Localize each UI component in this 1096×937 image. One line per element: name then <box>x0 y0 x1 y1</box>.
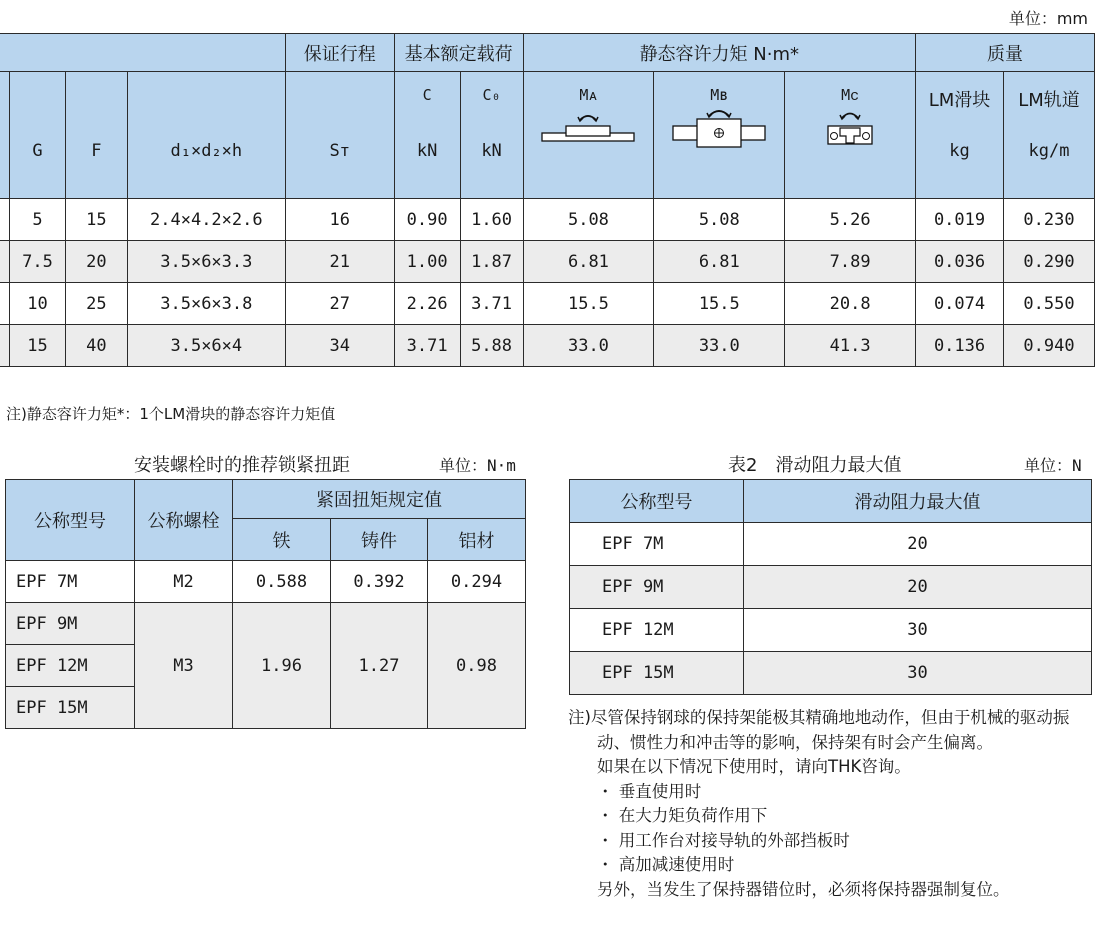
note-bullet: ・ 在大力矩负荷作用下 <box>597 806 768 825</box>
cell-model: EPF 15M <box>570 652 744 695</box>
table-row <box>0 325 1095 367</box>
torque-table-unit: 单位：N·m <box>439 456 516 475</box>
header-iron: 铁 <box>233 519 331 561</box>
spec-group-header-row <box>0 34 1095 72</box>
cell-f: 20 <box>65 241 127 283</box>
header-block: LM滑块 <box>928 90 991 111</box>
cell-g: 15 <box>9 325 65 367</box>
header-stroke: 保证行程 <box>285 34 394 72</box>
static-moment-note: 注)静态容许力矩*：1个LM滑块的静态容许力矩值 <box>6 405 336 423</box>
cell-st: 16 <box>285 199 394 241</box>
cell-c0: 5.88 <box>460 325 523 367</box>
cell-bolt: M3 <box>135 603 233 729</box>
table-row <box>6 603 526 645</box>
cell-dims: 3.5×6×4 <box>127 325 285 367</box>
resist-table-unit: 单位：N <box>1024 456 1082 475</box>
cell-model: EPF 7M <box>6 561 135 603</box>
cell-block: 0.019 <box>916 199 1004 241</box>
moment-ma-diagram <box>538 106 638 146</box>
cell-iron: 0.588 <box>233 561 331 603</box>
header-model: 公称型号 <box>6 480 135 561</box>
header-f: F <box>91 141 102 161</box>
table-row <box>570 566 1092 609</box>
table-row <box>6 561 526 603</box>
header-ma: Mᴀ <box>579 86 598 104</box>
moment-mc-diagram <box>820 106 880 150</box>
header-mass: 质量 <box>916 34 1095 72</box>
torque-table-caption: 安装螺栓时的推荐锁紧扭距 <box>134 455 350 476</box>
header-static-moment: 静态容许力矩 N·m* <box>523 34 916 72</box>
cell-mc: 5.26 <box>785 199 916 241</box>
cell-model: EPF 7M <box>570 523 744 566</box>
header-mc: Mᴄ <box>841 86 860 104</box>
note-bullet: ・ 用工作台对接导轨的外部挡板时 <box>597 830 850 850</box>
table-row <box>0 199 1095 241</box>
cell-rail: 0.940 <box>1004 325 1095 367</box>
header-rated-load: 基本额定载荷 <box>394 34 523 72</box>
table-row <box>0 241 1095 283</box>
header-dims: d₁×d₂×h <box>170 141 243 161</box>
cell-model: EPF 12M <box>570 609 744 652</box>
cell-ma: 15.5 <box>523 283 654 325</box>
header-aluminum: 铝材 <box>428 519 526 561</box>
unit-block: kg <box>949 141 970 161</box>
cell-g: 10 <box>9 283 65 325</box>
cell-mc: 41.3 <box>785 325 916 367</box>
cell-mb: 6.81 <box>654 241 785 283</box>
table-row <box>570 523 1092 566</box>
header-rail: LM轨道 <box>1018 90 1080 111</box>
note-bullet: ・ 高加减速使用时 <box>597 855 735 874</box>
cell-f: 15 <box>65 199 127 241</box>
unit-rail: kg/m <box>1028 141 1070 161</box>
cell-f: 40 <box>65 325 127 367</box>
cell-rail: 0.550 <box>1004 283 1095 325</box>
header-st: Sᴛ <box>329 141 350 161</box>
cell-c: 3.71 <box>394 325 460 367</box>
cell-model: EPF 9M <box>6 603 135 645</box>
cell-c0: 1.60 <box>460 199 523 241</box>
retainer-note <box>568 706 1094 902</box>
cell-block: 0.036 <box>916 241 1004 283</box>
cell-c: 0.90 <box>394 199 460 241</box>
cell-ma: 33.0 <box>523 325 654 367</box>
cell-block: 0.074 <box>916 283 1004 325</box>
unit-c: kN <box>416 141 438 161</box>
cell-mc: 7.89 <box>785 241 916 283</box>
header-bolt: 公称螺栓 <box>135 480 233 561</box>
header-c0: C₀ <box>482 86 501 104</box>
cell-ma: 6.81 <box>523 241 654 283</box>
unit-c0: kN <box>481 141 502 161</box>
cell-cast: 1.27 <box>331 603 428 729</box>
unit-label-top: 单位：mm <box>1008 9 1088 28</box>
cell-iron: 1.96 <box>233 603 331 729</box>
note-bullet: ・ 垂直使用时 <box>597 781 702 801</box>
cell-value: 30 <box>744 609 1092 652</box>
table-row <box>0 283 1095 325</box>
cell-st: 27 <box>285 283 394 325</box>
header-g: G <box>32 141 43 161</box>
header-torque-spec: 紧固扭矩规定值 <box>233 480 526 519</box>
cell-st: 34 <box>285 325 394 367</box>
header-model: 公称型号 <box>570 480 744 523</box>
cell-rail: 0.290 <box>1004 241 1095 283</box>
resist-table-caption: 表2 滑动阻力最大值 <box>728 455 902 476</box>
cell-c0: 1.87 <box>460 241 523 283</box>
torque-table <box>5 479 526 729</box>
cell-st: 21 <box>285 241 394 283</box>
cell-mb: 5.08 <box>654 199 785 241</box>
header-max-resistance: 滑动阻力最大值 <box>744 480 1092 523</box>
cell-dims: 3.5×6×3.8 <box>127 283 285 325</box>
cell-c: 1.00 <box>394 241 460 283</box>
cell-value: 20 <box>744 566 1092 609</box>
note-paragraph: 注)尽管保持钢球的保持架能极其精确地地动作，但由于机械的驱动振动、惯性力和冲击等的影响，保持架有时会产生偏离。 <box>568 708 1070 752</box>
cell-dims: 3.5×6×3.3 <box>127 241 285 283</box>
cell-aluminum: 0.294 <box>428 561 526 603</box>
header-c: C <box>422 86 432 104</box>
cell-rail: 0.230 <box>1004 199 1095 241</box>
cell-g: 7.5 <box>9 241 65 283</box>
spec-table <box>0 33 1095 367</box>
cell-bolt: M2 <box>135 561 233 603</box>
cell-mb: 33.0 <box>654 325 785 367</box>
header-cast: 铸件 <box>331 519 428 561</box>
cell-model: EPF 12M <box>6 645 135 687</box>
cell-g: 5 <box>9 199 65 241</box>
cell-c0: 3.71 <box>460 283 523 325</box>
header-mb: Mʙ <box>710 86 729 104</box>
cell-model: EPF 15M <box>6 687 135 729</box>
cell-mb: 15.5 <box>654 283 785 325</box>
cell-aluminum: 0.98 <box>428 603 526 729</box>
note-paragraph: 另外，当发生了保持器错位时，必须将保持器强制复位。 <box>597 879 1010 899</box>
cell-c: 2.26 <box>394 283 460 325</box>
table-row <box>570 652 1092 695</box>
resistance-table <box>569 479 1092 695</box>
cell-value: 30 <box>744 652 1092 695</box>
cell-f: 25 <box>65 283 127 325</box>
cell-cast: 0.392 <box>331 561 428 603</box>
cell-dims: 2.4×4.2×2.6 <box>127 199 285 241</box>
cell-mc: 20.8 <box>785 283 916 325</box>
cell-ma: 5.08 <box>523 199 654 241</box>
moment-mb-diagram <box>669 106 769 150</box>
note-paragraph: 如果在以下情况下使用时，请向THK咨询。 <box>597 757 911 776</box>
cell-model: EPF 9M <box>570 566 744 609</box>
cell-value: 20 <box>744 523 1092 566</box>
cell-block: 0.136 <box>916 325 1004 367</box>
table-row <box>570 609 1092 652</box>
spec-sub-header-row <box>0 72 1095 199</box>
